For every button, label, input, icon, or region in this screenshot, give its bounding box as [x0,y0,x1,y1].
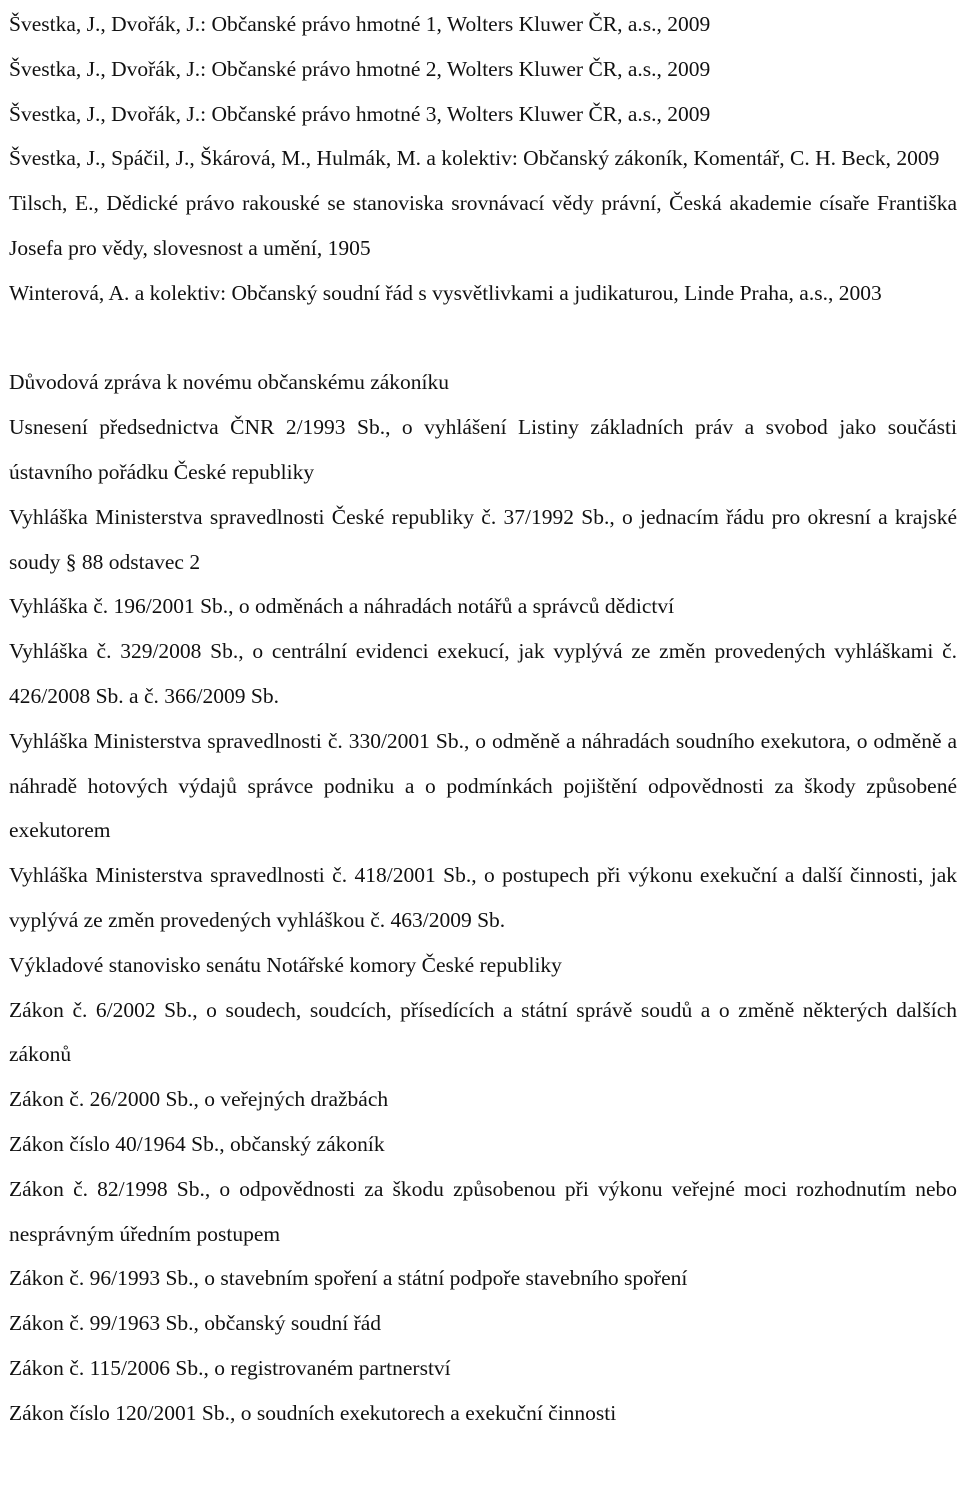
reference-entry: Zákon č. 96/1993 Sb., o stavebním spoření a státní podpoře stavebního spoření [9,1266,688,1291]
book-references [9,2,957,316]
reference-entry: Výkladové stanovisko senátu Notářské komory České republiky [9,952,562,977]
reference-entry: Tilsch, E., Dědické právo rakouské se stanoviska srovnávací vědy právní, Česká akademie císaře Františka Josefa pro vědy, slovesnost a umění, 1905 [9,191,957,260]
legal-references [9,360,957,1435]
reference-entry: Vyhláška č. 329/2008 Sb., o centrální evidenci exekucí, jak vyplývá ze změn provedených vyhláškami č. 426/2008 Sb. a č. 366/2009 Sb. [9,639,957,708]
reference-entry: Winterová, A. a kolektiv: Občanský soudní řád s vysvětlivkami a judikaturou, Linde Praha, a.s., 2003 [9,280,882,305]
reference-entry: Usnesení předsednictva ČNR 2/1993 Sb., o vyhlášení Listiny základních práv a svobod jako součásti ústavního pořádku České republiky [9,415,957,484]
reference-entry: Vyhláška Ministerstva spravedlnosti České republiky č. 37/1992 Sb., o jednacím řádu pro okresní a krajské soudy § 88 odstavec 2 [9,504,957,574]
reference-entry: Zákon číslo 40/1964 Sb., občanský zákoník [9,1131,385,1156]
reference-entry: Zákon číslo 120/2001 Sb., o soudních exekutorech a exekuční činnosti [9,1400,617,1425]
reference-entry: Švestka, J., Dvořák, J.: Občanské právo hmotné 1, Wolters Kluwer ČR, a.s., 2009 [9,12,711,36]
reference-entry: Zákon č. 99/1963 Sb., občanský soudní řád [9,1311,382,1336]
reference-entry: Zákon č. 6/2002 Sb., o soudech, soudcích, přísedících a státní správě soudů a o změně některých dalších zákonů [9,997,957,1067]
reference-entry: Zákon č. 115/2006 Sb., o registrovaném partnerství [9,1355,451,1380]
reference-entry: Zákon č. 82/1998 Sb., o odpovědnosti za škodu způsobenou při výkonu veřejné moci rozhodnutím nebo nesprávným úředním postupem [9,1176,957,1246]
reference-entry: Vyhláška Ministerstva spravedlnosti č. 418/2001 Sb., o postupech při výkonu exekuční a další činnosti, jak vyplývá ze změn provedených vyhláškou č. 463/2009 Sb. [9,863,957,932]
section-spacer [9,316,957,361]
reference-entry: Vyhláška Ministerstva spravedlnosti č. 330/2001 Sb., o odměně a náhradách soudního exekutora, o odměně a náhradě hotových výdajů správce podniku a o podmínkách pojištění odpovědnosti za škody způsobené exekutorem [9,728,957,843]
reference-entry: Zákon č. 26/2000 Sb., o veřejných dražbách [9,1087,389,1112]
reference-entry: Vyhláška č. 196/2001 Sb., o odměnách a náhradách notářů a správců dědictví [9,594,675,619]
reference-entry: Švestka, J., Dvořák, J.: Občanské právo hmotné 2, Wolters Kluwer ČR, a.s., 2009 [9,56,711,81]
reference-entry: Důvodová zpráva k novému občanskému zákoníku [9,370,450,395]
reference-entry: Švestka, J., Spáčil, J., Škárová, M., Hulmák, M. a kolektiv: Občanský zákoník, Komentář, C. H. Beck, 2009 [9,146,940,171]
reference-entry: Švestka, J., Dvořák, J.: Občanské právo hmotné 3, Wolters Kluwer ČR, a.s., 2009 [9,101,711,126]
bibliography [9,2,957,1436]
